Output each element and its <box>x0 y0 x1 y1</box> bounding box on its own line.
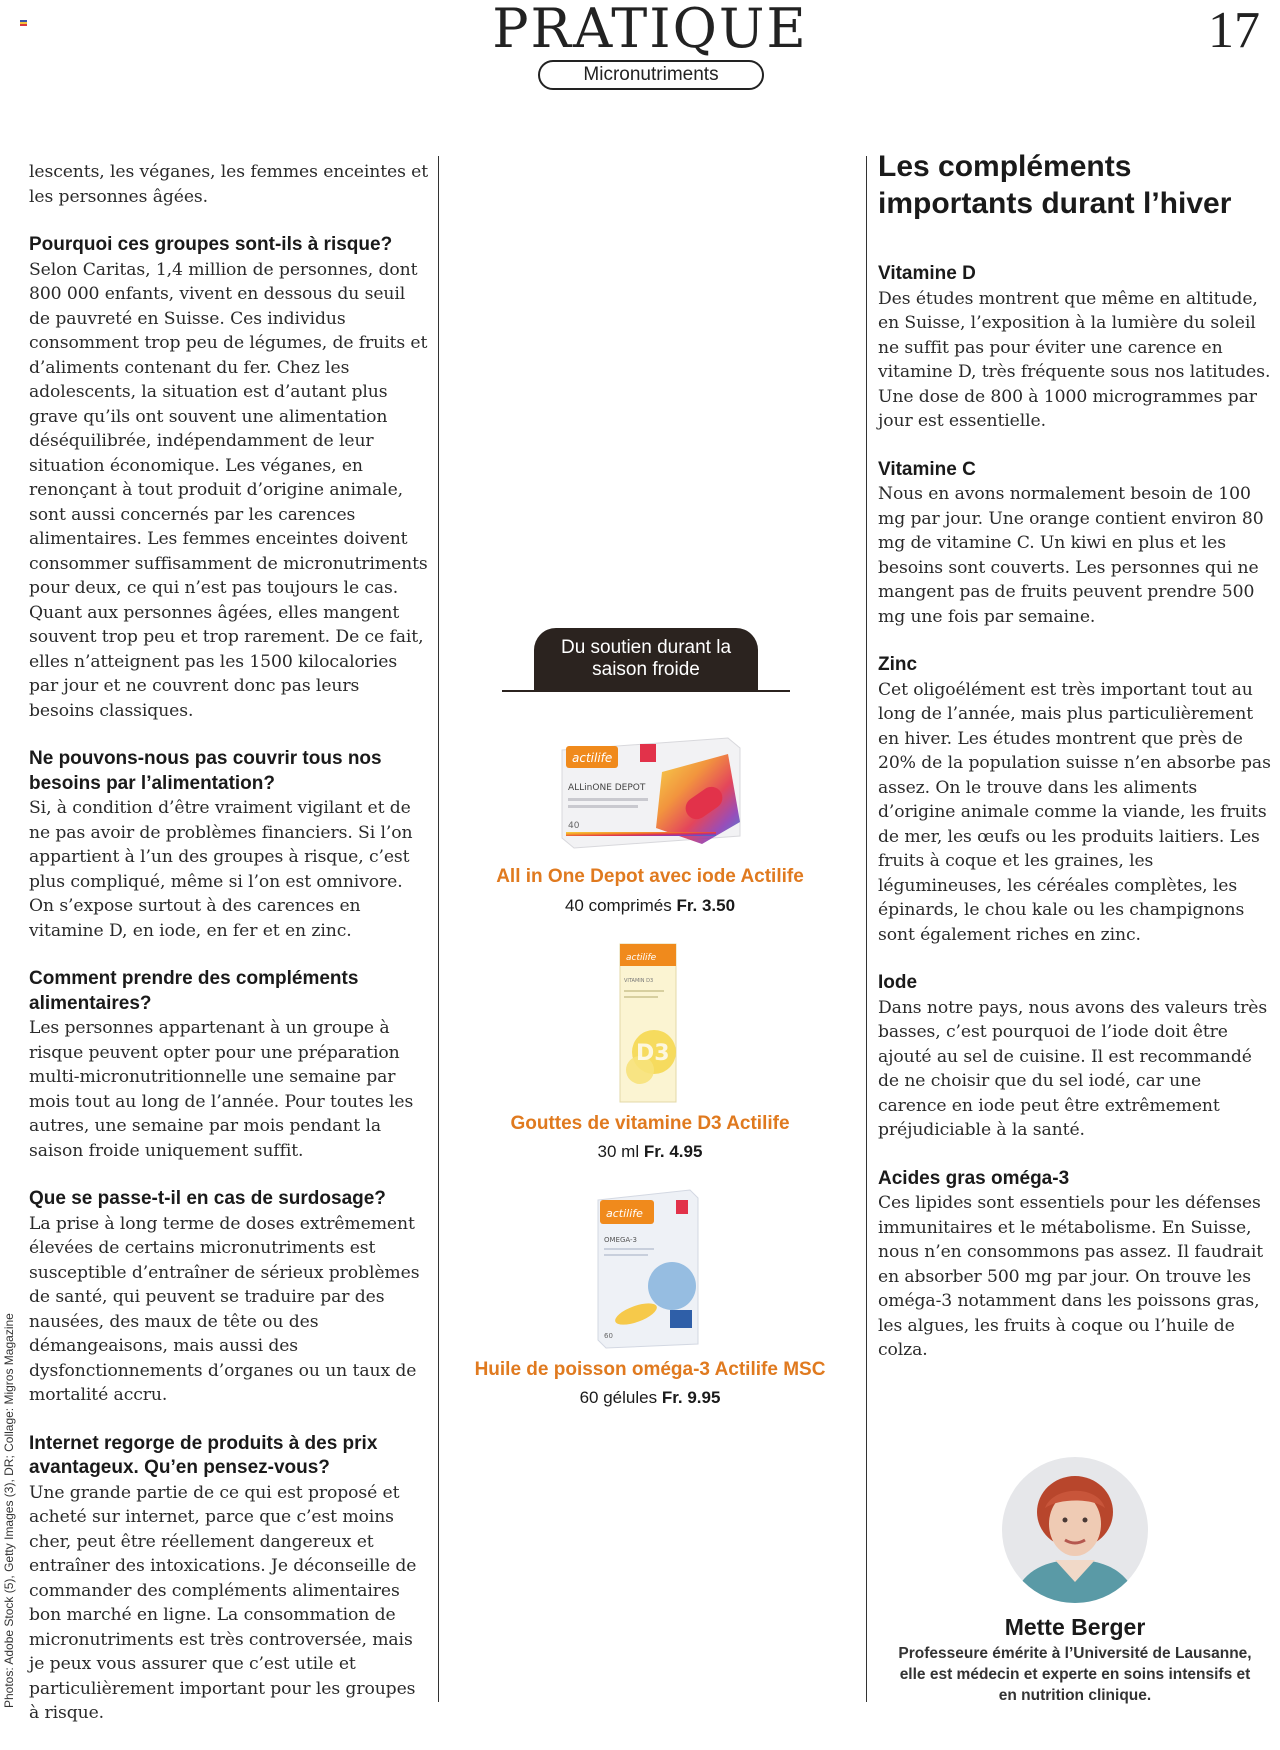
product-quantity: 30 ml <box>597 1142 644 1161</box>
supplement-text: Des études montrent que même en altitude, en Suisse, l’exposition à la lumière du soleil ne suffit pas pour éviter une carence en vitamine D, très fréquente sous nos latitudes. Une dose de 800 à 1000 microgrammes par jour est essentielle. <box>878 288 1271 431</box>
answer-text: Selon Caritas, 1,4 million de personnes, dont 800 000 enfants, vivent en dessous du seuil de pauvreté en Suisse. Ces individus consomment trop peu de légumes, de fruits et d’aliments contenant du fer. Chez les adolescents, la situation est d’autant plus grave qu’ils ont souvent une alimentation déséquilibrée, indépendamment de leur situation économique. Les véganes, en renonçant à tout produit d’origine animale, sont aussi concernés par les carences alimentaires. Les femmes enceintes doivent consommer suffisamment de micronutriments pour deux, ce qui n’est pas toujours le cas. Quant aux personnes âgées, elles mangent souvent trop peu et trop rarement. De ce fait, elles n’atteignent pas les 1500 kilocalories par jour et ne couvrent donc pas leurs besoins classiques. <box>29 259 428 721</box>
question-heading: Internet regorge de produits à des prix avantageux. Qu’en pensez-vous? <box>29 1432 378 1478</box>
supplement-text: Cet oligoélément est très important tout au long de l’année, mais plus particulièrement en hiver. Les études montrent que près de 20% de la population suisse n’en absorbe pas assez. On le trouve dans les aliments d’origine animale comme la viande, les fruits de mer, les œufs ou les produits laitiers. Les fruits à coque et les graines, les légumineuses, les céréales complètes, les épinards, le chou kale ou les champignons sont également riches en zinc. <box>878 679 1271 945</box>
question-heading: Pourquoi ces groupes sont-ils à risque? <box>29 234 393 255</box>
product-details <box>440 1388 860 1408</box>
supplement-section <box>878 458 1273 630</box>
expert-portrait <box>1001 1456 1149 1604</box>
answer-text: lescents, les véganes, les femmes enceintes et les personnes âgées. <box>29 162 429 207</box>
supplement-text: Ces lipides sont essentiels pour les défenses immunitaires et le métabolisme. En Suisse, nous n’en consommons pas assez. Il faudrait en absorber 500 mg par jour. On trouve les oméga-3 notamment dans les poissons gras, les algues, les fruits à coque ou l’huile de colza. <box>878 1193 1264 1360</box>
pack-label: OMEGA-3 <box>604 1236 638 1244</box>
answer-text: Une grande partie de ce qui est proposé et acheté sur internet, parce que c’est moins cher, peut être réellement dangereux et entraîner des intoxications. Je déconseille de commander des compléments alimentaires bon marché en ligne. La consommation de micronutriments est très controversée, mais je peux vous assurer que c’est utile et particulièrement important pour les groupes à risque. <box>29 1482 417 1723</box>
pack-brand: actilife <box>572 751 613 765</box>
pack-count: D3 <box>636 1041 670 1066</box>
photo-credit: Photos: Adobe Stock (5), Getty Images (3), DR; Collage: Migros Magazine <box>2 1313 16 1708</box>
answer-text: Si, à condition d’être vraiment vigilant et de ne pas avoir de problèmes financiers. Si l’on appartient à l’un des groupes à risque, c’est plus compliqué, même si l’on est omnivore. On s’expose surtout à des carences en vitamine D, en iode, en fer et en zinc. <box>29 798 413 941</box>
product-price: Fr. 9.95 <box>661 1388 721 1407</box>
supplement-section <box>878 262 1273 434</box>
column-divider-left <box>438 156 439 1702</box>
qa-block <box>29 1432 429 1726</box>
pack-brand: actilife <box>606 1207 643 1220</box>
product-details <box>440 1142 860 1162</box>
answer-text: La prise à long terme de doses extrêmement élevées de certains micronutriments est susceptible d’entraîner de sérieux problèmes de santé, qui peuvent se traduire par des nausées, des maux de tête ou des démangeaisons, mais aussi des dysfonctionnements d’organes ou un taux de mortalité accru. <box>29 1213 420 1405</box>
product-image-vitamin-d3 <box>616 940 680 1106</box>
subsection-pill: Micronutriments <box>538 60 764 90</box>
column-divider-right <box>866 156 867 1702</box>
supplement-section <box>878 1167 1273 1363</box>
pack-count: 60 <box>604 1332 613 1340</box>
qa-block <box>29 233 429 723</box>
qa-block <box>29 1187 429 1408</box>
product-image-multivitamin <box>552 732 744 852</box>
supplement-heading: Vitamine C <box>878 458 976 480</box>
pack-count: 40 <box>568 821 580 831</box>
supplement-section <box>878 653 1273 947</box>
section-title: PRATIQUE <box>492 0 808 60</box>
product-name: All in One Depot avec iode Actilife <box>496 866 804 887</box>
supplement-heading: Vitamine D <box>878 263 976 284</box>
supplement-text: Nous en avons normalement besoin de 100 mg par jour. Une orange contient environ 80 mg de vitamine C. Un kiwi en plus et les besoins sont couverts. Les personnes qui ne mangent pas de fruits peuvent prendre 500 mg une fois par semaine. <box>878 484 1264 627</box>
product-quantity: 60 gélules <box>579 1388 662 1407</box>
answer-text: Les personnes appartenant à un groupe à risque peuvent opter pour une préparation multi-micronutritionnelle une semaine par mois tout au long de l’année. Pour toutes les autres, une semaine par mois pendant la saison froide uniquement suffit. <box>29 1018 414 1161</box>
page-number: 17 <box>1208 2 1260 59</box>
qa-block <box>29 967 429 1163</box>
qa-block <box>29 160 429 209</box>
supplement-heading: Acides gras oméga-3 <box>878 1167 1070 1189</box>
product-price: Fr. 4.95 <box>643 1142 703 1161</box>
interview-column <box>29 160 429 1750</box>
question-heading: Ne pouvons-nous pas couvrir tous nos besoins par l’alimentation? <box>29 748 382 794</box>
expert-name: Mette Berger <box>1004 1614 1146 1640</box>
question-heading: Comment prendre des compléments alimentaires? <box>29 968 359 1014</box>
product-name: Gouttes de vitamine D3 Actilife <box>510 1113 790 1134</box>
products-banner: Du soutien durant la saison froide <box>534 628 758 690</box>
pack-label: VITAMIN D3 <box>624 978 654 984</box>
product-price: Fr. 3.50 <box>676 896 736 915</box>
product-name: Huile de poisson oméga-3 Actilife MSC <box>474 1359 826 1380</box>
supplement-text: Dans notre pays, nous avons des valeurs très basses, c’est pourquoi de l’iode doit être ajouté au sel de cuisine. Il est recommandé de ne choisir que du sel iodé, car une carence en iode peut être extrêmement préjudiciable à la santé. <box>878 997 1268 1140</box>
supplements-column <box>878 148 1273 1387</box>
qa-block <box>29 747 429 943</box>
supplement-heading: Iode <box>878 972 918 993</box>
pack-label: ALLinONE DEPOT <box>568 783 646 793</box>
product-details <box>440 896 860 916</box>
product-quantity: 40 comprimés <box>564 896 677 915</box>
expert-bio: Professeure émérite à l’Université de Lausanne, elle est médecin et experte en soins intensifs et en nutrition clinique. <box>898 1645 1252 1704</box>
question-heading: Que se passe-t-il en cas de surdosage? <box>29 1188 386 1209</box>
product-image-omega-3 <box>592 1186 704 1352</box>
banner-underline <box>502 690 790 692</box>
supplement-heading: Zinc <box>878 654 918 675</box>
pack-brand: actilife <box>626 953 657 963</box>
supplements-title: Les compléments importants durant l’hiver <box>878 150 1232 220</box>
supplement-section <box>878 971 1273 1143</box>
